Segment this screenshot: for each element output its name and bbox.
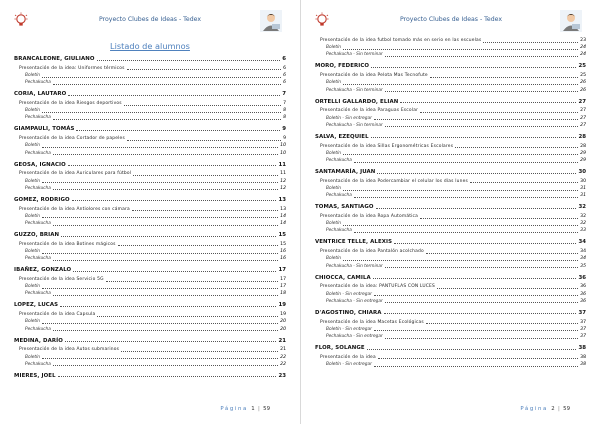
toc-entry-text: ORTELLI GALLARDO, ELIAN [315, 98, 399, 105]
toc-entry-text: Pechakucha - Sin terminar [326, 87, 383, 93]
toc-page-number: 27 [580, 115, 586, 121]
dot-leader [400, 102, 576, 103]
dot-leader [68, 165, 277, 166]
toc-entry-text: Boletín [25, 213, 41, 219]
toc-entry-subitem[interactable] [14, 360, 286, 368]
toc-entry-text: Presentación de la idea Pantalón acolchado [320, 249, 424, 255]
toc-page-number: 20 [280, 319, 286, 325]
toc-entry-student[interactable] [315, 237, 586, 245]
dot-leader [384, 313, 577, 314]
toc-page-number: 21 [278, 337, 286, 344]
page-header [301, 10, 600, 32]
toc-entry-student[interactable] [315, 202, 586, 210]
toc-entry-text: Pechakucha [25, 115, 51, 121]
dot-leader [53, 260, 278, 261]
toc-entry-text: Presentación de la idea Cortador de papeles [19, 136, 125, 142]
toc-page-number: 32 [580, 214, 586, 219]
toc-entry-text: Boletín [25, 249, 41, 254]
toc-entry-student[interactable] [315, 167, 586, 175]
toc-entry-text: Boletín [25, 108, 41, 114]
toc-page-number: 26 [580, 87, 586, 93]
toc-page-number: 15 [280, 241, 286, 247]
toc-page-number: 28 [578, 133, 586, 140]
toc-entry-student[interactable] [14, 160, 286, 168]
toc-page-2 [300, 0, 600, 424]
toc-page-number: 25 [580, 73, 586, 79]
toc-page-number: 12 [280, 178, 286, 184]
page-total: 59 [263, 406, 270, 412]
toc-entry-subitem[interactable] [315, 50, 586, 58]
toc-page-number: 20 [280, 326, 286, 332]
toc-entry-text: IBAÑEZ, GONZALO [14, 267, 72, 274]
toc-entry-subitem[interactable] [315, 262, 586, 270]
toc-entry-subitem[interactable] [315, 86, 586, 94]
toc-entry-text: Presentación de la idea: PANTUFLAS CON LUCES [320, 284, 436, 290]
toc-page-number: 36 [580, 298, 586, 304]
toc-entry-text: Boletín [326, 45, 342, 51]
page-header [0, 10, 300, 32]
toc-entry-text: Boletín [25, 143, 41, 149]
dot-leader [394, 243, 576, 244]
lightbulb-logo-icon [315, 12, 329, 28]
toc-entry-text: Presentación de la idea Auriculares para fútbol [19, 171, 132, 177]
toc-page-number: 27 [578, 98, 586, 105]
toc-entry-text: Boletín - Sin entregar [326, 115, 372, 121]
toc-page-number: 6 [283, 65, 286, 71]
header-title: Proyecto Clubes de Ideas - Tedex [98, 16, 201, 23]
toc-entry-text: Pechakucha [25, 291, 51, 297]
toc-entry-student[interactable] [14, 230, 286, 238]
toc-page-number: 16 [280, 249, 286, 254]
toc-entry-student[interactable] [14, 300, 286, 308]
toc-entry-text: Boletín [25, 354, 41, 360]
toc-entry-text: Pechakucha - Sin terminar [326, 263, 383, 269]
toc-entry-text: CORIA, LAUTARO [14, 91, 67, 98]
toc-entry-text: Boletín - Sin entregar [326, 362, 372, 367]
dot-leader [377, 173, 576, 174]
toc-entry-text: Boletín - Sin entregar [326, 291, 372, 297]
toc-page-number: 38 [578, 345, 586, 351]
toc-entry-text: Pechakucha [25, 80, 51, 86]
toc-page-number: 6 [283, 73, 286, 78]
toc-entry-text: Presentación de la idea Capsula [19, 312, 96, 318]
toc-page-number: 11 [280, 171, 286, 177]
toc-page-number: 38 [580, 362, 586, 367]
dot-leader [374, 366, 578, 367]
toc-entry-text: GOMEZ, RODRIGO [14, 196, 70, 203]
toc-entry-student[interactable] [14, 54, 286, 62]
toc-entry-text: Presentación de la idea Ropa Automática [320, 214, 419, 219]
toc-entry-text: Pechakucha - Sin terminar [326, 122, 383, 128]
toc-entry-student[interactable] [14, 89, 286, 97]
toc-page-number: 23 [278, 372, 286, 379]
dot-leader [371, 137, 577, 138]
toc-entry-student[interactable] [14, 124, 286, 132]
dot-leader [373, 278, 577, 279]
student-avatar-icon [560, 10, 582, 32]
dot-leader [58, 376, 277, 377]
toc-entry-text: Boletín [326, 80, 342, 86]
toc-page-number: 34 [580, 256, 586, 262]
toc-entry-text: TOMAS, SANTIAGO [315, 204, 374, 211]
page-number: 2 [551, 406, 555, 412]
toc-page-number: 31 [580, 186, 586, 191]
toc-page-number: 7 [282, 91, 286, 98]
toc-page-number: 38 [580, 354, 586, 360]
toc-entry-student[interactable] [315, 132, 586, 140]
document-title: Listado de alumnos [110, 41, 190, 51]
toc-entry-text: Pechakucha - Sin entregar [326, 334, 383, 339]
toc-entry-subitem[interactable] [315, 332, 586, 340]
toc-entry-text: Presentación de la idea: Uniformes térmicos [19, 65, 125, 71]
toc-page-number: 37 [578, 309, 586, 316]
page-footer [520, 406, 570, 412]
toc-entry-text: Boletín [326, 186, 342, 191]
dot-leader [53, 119, 281, 120]
toc-entry-subitem[interactable] [14, 219, 286, 227]
toc-entry-text: Boletín [25, 178, 41, 184]
toc-entry-text: Boletín [326, 256, 342, 262]
toc-page-number: 31 [580, 193, 586, 199]
toc-page-number: 19 [278, 302, 286, 309]
dot-leader [354, 197, 578, 198]
toc-entry-text: CHIOCCA, CAMILA [315, 274, 371, 281]
toc-page-number: 32 [578, 204, 586, 211]
toc-entry-subitem[interactable] [315, 297, 586, 305]
toc-page-number: 10 [280, 143, 286, 149]
toc-page-number: 22 [280, 361, 286, 367]
toc-page-number: 13 [278, 196, 286, 203]
toc-page-number: 8 [283, 108, 286, 114]
toc-page-number: 36 [580, 291, 586, 297]
toc-entry-text: Pechakucha - Sin entregar [326, 298, 383, 304]
toc-page-number: 30 [580, 178, 586, 184]
dot-leader [354, 162, 578, 163]
toc-page-number: 18 [280, 291, 286, 297]
dot-leader [385, 338, 578, 339]
toc-entry-text: Presentación de la idea Macetas Ecológicas [320, 319, 424, 325]
toc-entry-text: MIERES, JOEL [14, 372, 56, 379]
footer-separator: | [557, 406, 560, 412]
dot-leader [376, 208, 577, 209]
toc-entry-student[interactable] [14, 195, 286, 203]
toc-entry-subitem[interactable] [14, 325, 286, 333]
toc-entry-text: Boletín [25, 319, 41, 325]
toc-page-number: 6 [282, 56, 286, 62]
toc-entry-text: Presentación de la idea Paraguas Escolar [320, 108, 419, 114]
lightbulb-logo-icon [14, 12, 28, 28]
toc-entry-subitem[interactable] [14, 149, 286, 157]
toc-entry-text: SANTAMARÍA, JUAN [315, 169, 376, 175]
toc-entry-student[interactable] [315, 308, 586, 316]
dot-leader [97, 60, 281, 61]
toc-page-number: 11 [278, 161, 286, 168]
toc-entry-subitem[interactable] [315, 360, 586, 368]
toc-entry-student[interactable] [14, 265, 286, 273]
toc-entry-text: Pechakucha [25, 221, 51, 226]
toc-page-number: 30 [578, 169, 586, 175]
toc-page-number: 23 [580, 38, 586, 43]
toc-page-number: 24 [580, 45, 586, 51]
toc-entry-subitem[interactable] [14, 113, 286, 121]
dot-leader [73, 271, 276, 272]
toc-page-number: 27 [580, 108, 586, 114]
footer-separator: | [257, 406, 260, 412]
toc-entry-text: MORO, FEDERICO [315, 63, 370, 70]
toc-entry-text: Presentación de la idea Pelota Mas Tecnofute [320, 73, 428, 79]
dot-leader [72, 200, 277, 201]
toc-page-number: 17 [280, 277, 286, 282]
toc-page-number: 22 [280, 354, 286, 360]
student-avatar-icon [260, 10, 282, 32]
toc-entry-subitem[interactable] [14, 184, 286, 192]
toc-page-number: 26 [580, 80, 586, 86]
toc-entry-student[interactable] [14, 371, 286, 379]
toc-page-number: 37 [580, 334, 586, 339]
toc-entry-subitem[interactable] [14, 78, 286, 86]
toc-entry-text: D'AGOSTINO, CHIARA [315, 309, 382, 316]
toc-page-number: 28 [580, 143, 586, 149]
dot-leader [61, 236, 276, 237]
toc-page-number: 32 [580, 221, 586, 227]
toc-page-number: 7 [283, 101, 286, 106]
toc-entry-text: Boletín [25, 73, 41, 78]
toc-page-number: 35 [580, 263, 586, 269]
dot-leader [68, 95, 280, 96]
toc-page-number: 13 [280, 206, 286, 212]
toc-page-number: 15 [278, 232, 286, 238]
toc-entry-student[interactable] [14, 336, 286, 344]
toc-page-number: 29 [580, 158, 586, 163]
toc-page-number: 9 [283, 136, 286, 142]
dot-leader [76, 130, 280, 131]
toc-entry-text: GEOSA, IGNACIO [14, 161, 66, 168]
toc-entry-text: Pechakucha [25, 150, 51, 156]
toc-entry-text: Presentación de la idea futbol tomado más en serio en las escuelas [320, 38, 482, 43]
toc-page-number: 12 [280, 185, 286, 191]
toc-entry-text: Pechakucha [326, 158, 352, 163]
toc-entry-subitem[interactable] [315, 121, 586, 129]
dot-leader [385, 56, 578, 57]
toc-entry-subitem[interactable] [315, 226, 586, 234]
toc-entry-text: Presentación de la idea Sillas Ergonométricas Escolares [320, 143, 454, 149]
toc-entry-text: Presentación de la idea Riesgos deportivos [19, 101, 122, 106]
toc-entry-text: Presentación de la idea Botines mágicos [19, 241, 116, 247]
toc-entry-text: Presentación de la idea Servicio 5G [19, 277, 104, 282]
footer-label: Página [220, 406, 248, 412]
toc-page-number: 16 [280, 256, 286, 262]
toc-entry-student[interactable] [315, 343, 586, 351]
header-title: Proyecto Clubes de Ideas - Tedex [399, 16, 502, 23]
dot-leader [60, 306, 276, 307]
toc-page-number: 6 [283, 80, 286, 86]
toc-entry-subitem[interactable] [315, 156, 586, 164]
dot-leader [385, 126, 578, 127]
toc-entry-text: Pechakucha [25, 256, 51, 262]
toc-page-number: 19 [280, 312, 286, 318]
toc-entry-text: Boletín - Sin entregar [326, 326, 372, 332]
toc-entry-student[interactable] [315, 97, 586, 105]
toc-entry-text: Pechakucha [25, 361, 51, 367]
dot-leader [354, 232, 578, 233]
toc-entry-text: Presentación de la idea [320, 354, 376, 360]
dot-leader [385, 302, 578, 303]
page-number: 1 [251, 406, 255, 412]
toc-page-number: 9 [282, 126, 286, 133]
dot-leader [53, 84, 281, 85]
page-footer [220, 406, 270, 412]
toc-entry-text: Pechakucha [25, 185, 51, 191]
toc-entry-text: GUZZO, BRIAN [14, 232, 60, 238]
toc-entry-subitem[interactable] [315, 191, 586, 199]
toc-page-number: 25 [578, 63, 586, 70]
dot-leader [367, 349, 577, 350]
toc-entry-text: Boletín [326, 150, 342, 156]
toc-entry-text: SALVA, EZEQUIEL [315, 133, 369, 140]
dot-leader [53, 365, 278, 366]
toc-page-number: 17 [280, 284, 286, 290]
toc-entry-text: BRANCALEONE, GIULIANO [14, 56, 95, 62]
dot-leader [385, 267, 578, 268]
toc-page-number: 36 [580, 284, 586, 290]
toc-entry-student[interactable] [315, 273, 586, 281]
toc-page-number: 14 [280, 221, 286, 226]
toc-entry-text: Boletín [326, 221, 342, 227]
toc-entry-text: Presentación de la idea Podercambiar el celular los días lunes [320, 178, 468, 184]
toc-entry-text: Pechakucha [326, 193, 352, 199]
dot-leader [53, 295, 278, 296]
toc-page-number: 24 [580, 52, 586, 58]
toc-page-number: 33 [580, 228, 586, 234]
toc-entry-subitem[interactable] [14, 289, 286, 297]
footer-label: Página [520, 406, 548, 412]
toc-page-number: 36 [578, 274, 586, 281]
toc-entry-text: VENTRICE TELLE, ALEXIS [315, 239, 393, 246]
toc-entry-text: Pechakucha - Sin terminar [326, 52, 383, 58]
dot-leader [53, 189, 278, 190]
toc-page-number: 21 [280, 347, 286, 353]
toc-entry-subitem[interactable] [14, 254, 286, 262]
toc-page-number: 27 [580, 122, 586, 128]
toc-entry-text: FLOR, SOLANGE [315, 345, 365, 351]
toc-entry-text: Presentación de la idea Antiolores con cámara [19, 206, 130, 212]
toc-entry-text: GIAMPAULI, TOMÁS [14, 126, 75, 133]
dot-leader [385, 91, 578, 92]
toc-page-number: 8 [283, 115, 286, 121]
dot-leader [53, 225, 278, 226]
toc-entry-student[interactable] [315, 61, 586, 69]
toc-entry-text: LOPEZ, LUCAS [14, 302, 59, 309]
toc-page-number: 10 [280, 150, 286, 156]
toc-page-number: 37 [580, 326, 586, 332]
dot-leader [53, 154, 278, 155]
toc-entry-text: Boletín [25, 284, 41, 290]
toc-page-number: 37 [580, 319, 586, 325]
toc-page-number: 14 [280, 213, 286, 219]
toc-page-number: 34 [578, 239, 586, 246]
toc-entry-text: MEDINA, DARÍO [14, 337, 63, 344]
toc-page-number: 34 [580, 249, 586, 255]
dot-leader [53, 330, 278, 331]
toc-entry-text: Pechakucha [25, 326, 51, 332]
dot-leader [371, 67, 576, 68]
toc-entry-text: Presentación de la idea Autos submarinos [19, 347, 120, 353]
toc-page-number: 29 [580, 150, 586, 156]
dot-leader [65, 341, 277, 342]
toc-page-number: 17 [278, 267, 286, 274]
page-total: 59 [563, 406, 570, 412]
toc-entry-text: Pechakucha [326, 228, 352, 234]
